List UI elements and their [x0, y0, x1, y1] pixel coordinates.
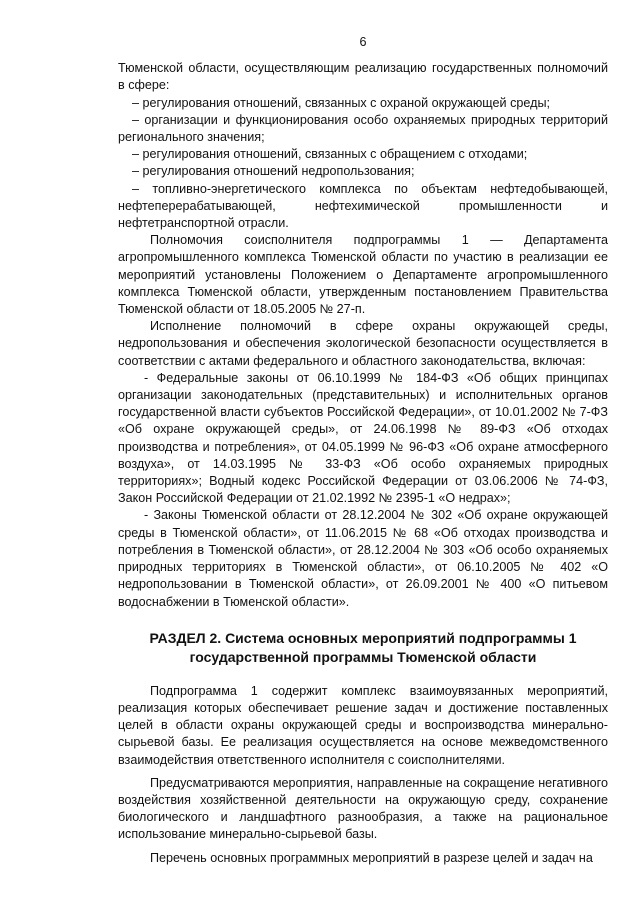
list-item-subsoil: – регулирования отношений недропользования; [132, 164, 415, 179]
paragraph-subprogram: Подпрограмма 1 содержит комплекс взаимоувязанных мероприятий, реализация которых обеспечивает решение задач и достижение поставленных целей в области охраны окружающей среды и воспроизводства минерально-сырьевой базы. Ее реализация осуществляется на основе межведомственного взаимодействия ответственного исполнителя с соисполнителями. [118, 683, 608, 767]
list-item-environment: – регулирования отношений, связанных с охраной окружающей среды; [132, 95, 550, 110]
section-heading: РАЗДЕЛ 2. Система основных мероприятий подпрограммы 1 государственной программы Тюменской области [149, 629, 577, 665]
list-item-waste: – регулирования отношений, связанных с обращением с отходами; [132, 147, 528, 162]
list-item-fuel-energy: – топливно-энергетического комплекса по объектам нефтедобывающей, нефтеперерабатывающей, нефтехимической промышленности и нефтетранспортной отрасли. [118, 181, 608, 231]
paragraph-intro: Тюменской области, осуществляющим реализацию государственных полномочий в сфере: [118, 61, 608, 93]
page-number: 6 [359, 35, 367, 49]
paragraph-co-executor: Полномочия соисполнителя подпрограммы 1 — Департамента агропромышленного комплекса Тюменской области по участию в реализации ее мероприятий установлены Положением о Департаменте агропромышленного комплекса Тюменской области, утвержденным постановлением Правительства Тюменской области от 18.05.2005 № 27-п. [118, 233, 608, 317]
paragraph-list-start: Перечень основных программных мероприятий в разрезе целей и задач на [150, 850, 593, 865]
paragraph-federal-laws: - Федеральные законы от 06.10.1999 № 184-ФЗ «Об общих принципах организации законодательных (представительных) и исполнительных органов государственной власти субъектов Российской Федерации», от 10.01.2002 № 7-ФЗ «Об охране окружающей среды», от 24.06.1998 № 89-ФЗ «Об отходах производства и потребления», от 04.05.1999 № 96-ФЗ «Об охране атмосферного воздуха», от 14.03.1995 № 33-ФЗ «Об особо охраняемых природных территориях»; Водный кодекс Российской Федерации от 03.06.2006 № 74-ФЗ, Закон Российской Федерации от 21.02.1992 № 2395-1 «О недрах»; [118, 370, 608, 506]
paragraph-regional-laws: - Законы Тюменской области от 28.12.2004 № 302 «Об охране окружающей среды в Тюменской области», от 11.06.2015 № 68 «Об отходах производства и потребления в Тюменской области», от 28.12.2004 № 303 «Об особо охраняемых природных территориях в Тюменской области», от 06.10.2005 № 402 «О недропользовании в Тюменской области», от 26.09.2001 № 400 «О питьевом водоснабжении в Тюменской области». [118, 508, 608, 609]
paragraph-authority: Исполнение полномочий в сфере охраны окружающей среды, недропользования и обеспечения экологической безопасности осуществляется в соответствии с актами федерального и областного законодательства, включая: [118, 319, 608, 368]
paragraph-measures: Предусматриваются мероприятия, направленные на сокращение негативного воздействия хозяйственной деятельности на окружающую среду, сохранение биологического и ландшафтного разнообразия, а также на рациональное использование минерально-сырьевой базы. [118, 775, 608, 842]
list-item-protected-areas: – организации и функционирования особо охраняемых природных территорий регионального значения; [118, 112, 608, 145]
